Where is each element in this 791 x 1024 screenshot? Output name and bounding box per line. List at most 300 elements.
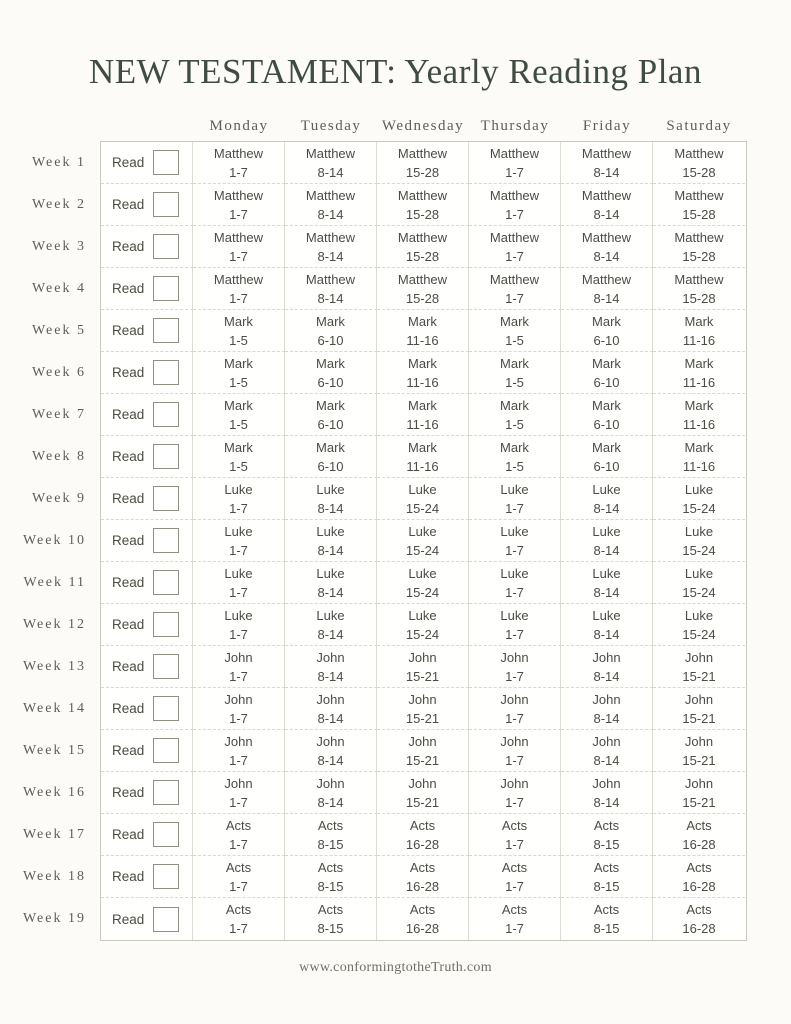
reading-range: 1-7 [505,290,524,306]
reading-book: Luke [592,607,621,623]
reading-range: 15-28 [682,206,716,222]
reading-book: Mark [684,313,714,329]
reading-book: Luke [592,481,621,497]
reading-book: Acts [593,817,620,833]
reading-book: John [224,691,253,707]
reading-range: 1-5 [505,458,524,474]
reading-book: John [684,733,714,749]
reading-range: 15-28 [405,290,440,306]
reading-book: Mark [224,355,253,371]
read-checkbox[interactable] [153,234,179,259]
reading-book: Acts [225,859,252,875]
reading-book: Luke [224,607,253,623]
reading-range: 15-24 [405,500,440,516]
reading-book: Matthew [397,145,448,161]
reading-range: 8-14 [593,248,620,264]
week-label: Week 6 [31,365,86,380]
read-checkbox[interactable] [153,150,179,175]
reading-cell [653,520,745,562]
read-label: Read [112,575,145,590]
read-checkbox[interactable] [153,318,179,343]
week-label: Week 1 [31,155,86,170]
reading-range: 8-14 [593,500,620,516]
reading-book: Matthew [674,229,724,245]
reading-book: Matthew [305,271,356,287]
reading-range: 15-21 [405,752,440,768]
reading-book: Mark [408,355,437,371]
reading-range: 15-28 [405,164,440,180]
reading-cell [377,646,469,688]
reading-table-body [100,141,747,941]
reading-cell [561,604,653,646]
week-label: Week 13 [22,659,86,674]
reading-book: Matthew [581,145,632,161]
reading-range: 16-28 [405,836,440,852]
reading-range: 8-15 [317,836,344,852]
reading-book: Matthew [489,187,540,203]
reading-book: Luke [316,565,345,581]
reading-range: 15-24 [405,626,440,642]
reading-book: John [592,775,621,791]
read-cell [101,142,193,184]
reading-range: 16-28 [682,878,716,894]
week-label-column [0,118,100,940]
reading-cell [561,772,653,814]
read-checkbox[interactable] [153,192,179,217]
reading-range: 8-14 [317,752,344,768]
reading-book: Luke [684,607,714,623]
reading-cell [469,142,561,184]
reading-cell [469,478,561,520]
read-cell [101,478,193,520]
reading-book: Luke [592,565,621,581]
reading-book: Luke [684,523,714,539]
reading-cell [377,142,469,184]
reading-cell [469,352,561,394]
read-checkbox[interactable] [153,444,179,469]
day-header: Wednesday [381,118,465,134]
reading-range: 15-28 [682,290,716,306]
read-checkbox[interactable] [153,360,179,385]
reading-range: 15-24 [405,542,440,558]
reading-cell [285,436,377,478]
reading-book: Acts [593,902,620,917]
reading-range: 15-21 [682,794,716,810]
reading-range: 11-16 [406,332,439,348]
reading-range: 15-28 [682,164,716,180]
reading-range: 6-10 [317,416,344,432]
day-header: Monday [209,118,269,134]
reading-book: Mark [684,397,714,413]
reading-range: 1-7 [229,500,248,516]
reading-cell [285,646,377,688]
reading-cell [377,226,469,268]
read-cell [101,772,193,814]
reading-cell [377,856,469,898]
reading-range: 1-7 [229,584,248,600]
reading-book: Matthew [213,187,264,203]
reading-cell [193,310,285,352]
reading-cell [653,604,745,646]
reading-book: John [408,691,437,707]
reading-range: 1-5 [229,374,248,390]
reading-book: Mark [316,397,345,413]
reading-cell [193,730,285,772]
reading-book: Matthew [213,229,264,245]
reading-book: John [500,733,529,749]
reading-cell [469,436,561,478]
reading-cell [193,688,285,730]
page-title: NEW TESTAMENT: Yearly Reading Plan [89,52,702,91]
reading-cell [561,562,653,604]
week-label: Week 5 [31,323,86,338]
week-label: Week 18 [22,869,86,884]
reading-book: John [224,775,253,791]
reading-book: Luke [684,565,714,581]
reading-range: 8-14 [593,626,620,642]
week-label: Week 17 [22,827,86,842]
day-header-row [100,118,745,141]
week-label: Week 4 [31,281,86,296]
reading-range: 8-14 [317,542,344,558]
reading-cell [285,184,377,226]
reading-cell [285,856,377,898]
reading-cell [377,688,469,730]
reading-book: Luke [500,565,529,581]
day-header: Saturday [666,118,732,134]
reading-cell [561,268,653,310]
reading-book: Matthew [305,187,356,203]
reading-range: 1-7 [229,794,248,810]
reading-range: 6-10 [317,332,344,348]
reading-book: Matthew [305,145,356,161]
reading-range: 1-5 [229,416,248,432]
reading-cell [653,352,745,394]
read-checkbox[interactable] [153,738,179,763]
reading-cell [193,184,285,226]
reading-cell [377,520,469,562]
reading-cell [653,898,745,940]
week-label: Week 12 [22,617,86,632]
reading-book: Mark [408,439,437,455]
reading-range: 11-16 [406,374,439,390]
reading-cell [377,268,469,310]
reading-cell [377,310,469,352]
reading-book: John [592,691,621,707]
reading-book: Luke [500,481,529,497]
reading-book: Luke [408,523,437,539]
reading-book: Luke [684,481,714,497]
reading-book: Acts [225,902,252,917]
reading-range: 1-7 [505,206,524,222]
reading-cell [469,226,561,268]
reading-book: Matthew [489,271,540,287]
read-checkbox[interactable] [153,696,179,721]
reading-range: 8-15 [317,921,344,936]
reading-range: 8-14 [593,542,620,558]
reading-table [100,118,745,941]
reading-book: John [684,649,714,665]
reading-book: Matthew [674,271,724,287]
read-label: Read [112,911,145,927]
read-label: Read [112,617,145,632]
reading-book: Luke [408,565,437,581]
read-label: Read [112,239,145,254]
reading-range: 15-24 [682,626,716,642]
read-checkbox[interactable] [153,612,179,637]
reading-range: 8-14 [317,710,344,726]
reading-cell [377,772,469,814]
reading-book: Mark [684,355,714,371]
reading-range: 1-7 [505,836,524,852]
reading-range: 1-7 [229,206,248,222]
read-label: Read [112,407,145,422]
read-cell [101,310,193,352]
reading-range: 8-14 [317,626,344,642]
reading-cell [469,688,561,730]
reading-cell [653,394,745,436]
reading-book: Acts [409,902,436,917]
reading-range: 11-16 [406,416,439,432]
reading-book: Mark [316,439,345,455]
reading-cell [377,394,469,436]
reading-cell [561,856,653,898]
reading-cell [377,352,469,394]
reading-book: Luke [408,607,437,623]
reading-cell [285,772,377,814]
reading-range: 8-14 [317,794,344,810]
read-cell [101,436,193,478]
reading-range: 1-7 [229,668,248,684]
read-checkbox[interactable] [153,654,179,679]
reading-cell [469,184,561,226]
reading-range: 15-21 [682,752,716,768]
reading-range: 8-14 [317,290,344,306]
day-header: Thursday [480,118,550,134]
reading-cell [469,562,561,604]
read-cell [101,856,193,898]
day-header: Friday [582,118,632,134]
reading-range: 1-7 [505,248,524,264]
reading-cell [285,352,377,394]
reading-book: John [316,649,345,665]
reading-book: John [316,733,345,749]
reading-book: Mark [316,355,345,371]
reading-cell [653,646,745,688]
reading-book: John [684,775,714,791]
reading-range: 8-15 [317,878,344,894]
reading-cell [561,184,653,226]
reading-book: John [408,733,437,749]
reading-range: 1-7 [229,164,248,180]
reading-cell [561,226,653,268]
reading-cell [193,856,285,898]
reading-cell [653,562,745,604]
reading-range: 8-14 [593,710,620,726]
day-header: Tuesday [300,118,362,134]
reading-cell [561,688,653,730]
reading-cell [193,142,285,184]
read-cell [101,604,193,646]
reading-book: Mark [224,397,253,413]
reading-book: Acts [593,859,620,875]
reading-book: Mark [500,439,529,455]
reading-cell [469,520,561,562]
reading-book: Matthew [397,271,448,287]
reading-cell [377,436,469,478]
reading-cell [285,226,377,268]
read-cell [101,226,193,268]
reading-cell [193,352,285,394]
reading-book: John [684,691,714,707]
reading-book: Luke [408,481,437,497]
read-cell [101,562,193,604]
reading-range: 8-14 [317,248,344,264]
reading-range: 11-16 [682,458,716,474]
reading-cell [653,688,745,730]
read-checkbox[interactable] [153,486,179,511]
reading-book: John [592,733,621,749]
reading-cell [193,604,285,646]
reading-cell [469,730,561,772]
reading-range: 1-7 [505,164,524,180]
read-checkbox[interactable] [153,907,179,932]
reading-book: Acts [409,817,436,833]
reading-book: John [224,733,253,749]
reading-book: John [500,649,529,665]
reading-range: 15-28 [682,248,716,264]
read-checkbox[interactable] [153,570,179,595]
reading-cell [469,856,561,898]
read-checkbox[interactable] [153,402,179,427]
reading-range: 8-14 [317,500,344,516]
reading-cell [193,898,285,940]
reading-book: Matthew [213,271,264,287]
reading-cell [193,646,285,688]
reading-cell [193,520,285,562]
reading-range: 8-14 [317,584,344,600]
reading-range: 8-14 [593,206,620,222]
read-cell [101,352,193,394]
reading-cell [561,478,653,520]
reading-book: John [224,649,253,665]
read-cell [101,394,193,436]
reading-cell [285,268,377,310]
reading-book: Matthew [674,145,724,161]
reading-book: Mark [224,439,253,455]
reading-cell [285,604,377,646]
read-label: Read [112,701,145,716]
reading-range: 8-14 [593,290,620,306]
website-url: www.conformingtotheTruth.com [299,960,492,975]
reading-range: 15-24 [682,500,716,516]
reading-book: Mark [224,313,253,329]
reading-range: 6-10 [593,416,620,432]
reading-book: John [500,691,529,707]
read-label: Read [112,533,145,548]
reading-cell [469,604,561,646]
reading-range: 15-28 [405,206,440,222]
reading-book: Matthew [674,187,724,203]
read-cell [101,184,193,226]
reading-range: 11-16 [406,458,439,474]
reading-cell [285,478,377,520]
week-label: Week 9 [31,491,86,506]
reading-book: Acts [225,817,252,833]
reading-cell [285,730,377,772]
read-checkbox[interactable] [153,528,179,553]
reading-cell [469,268,561,310]
reading-book: Acts [317,902,344,917]
reading-range: 1-7 [505,921,524,936]
reading-range: 8-14 [593,752,620,768]
reading-range: 1-5 [505,416,524,432]
week-label: Week 8 [31,449,86,464]
reading-cell [653,814,745,856]
reading-cell [561,142,653,184]
read-checkbox[interactable] [153,864,179,889]
reading-book: Matthew [397,187,448,203]
read-checkbox[interactable] [153,276,179,301]
read-checkbox[interactable] [153,780,179,805]
reading-range: 1-7 [229,878,248,894]
reading-range: 16-28 [405,878,440,894]
reading-cell [285,394,377,436]
reading-cell [469,646,561,688]
reading-range: 1-7 [229,542,248,558]
reading-range: 1-5 [229,332,248,348]
read-label: Read [112,281,145,296]
reading-cell [469,772,561,814]
reading-cell [653,184,745,226]
reading-cell [377,814,469,856]
read-cell [101,268,193,310]
read-cell [101,688,193,730]
reading-cell [377,898,469,940]
read-label: Read [112,491,145,506]
reading-range: 6-10 [593,332,620,348]
reading-range: 15-24 [682,584,716,600]
reading-cell [469,394,561,436]
reading-cell [653,730,745,772]
reading-range: 8-15 [593,878,620,894]
reading-book: Luke [224,523,253,539]
read-label: Read [112,323,145,338]
reading-range: 1-5 [505,374,524,390]
reading-book: Mark [592,439,621,455]
reading-range: 1-7 [229,836,248,852]
read-cell [101,814,193,856]
reading-range: 15-28 [405,248,440,264]
reading-book: John [408,649,437,665]
reading-cell [285,142,377,184]
reading-range: 1-7 [505,878,524,894]
reading-book: Mark [500,397,529,413]
reading-range: 16-28 [682,921,716,936]
reading-cell [469,898,561,940]
reading-range: 8-15 [593,836,620,852]
reading-cell [193,772,285,814]
reading-book: Matthew [489,145,540,161]
reading-book: Mark [408,313,437,329]
reading-cell [653,142,745,184]
reading-cell [469,814,561,856]
week-label: Week 3 [31,239,86,254]
reading-book: Acts [686,859,712,875]
reading-cell [469,310,561,352]
reading-book: Matthew [581,187,632,203]
read-checkbox[interactable] [153,822,179,847]
